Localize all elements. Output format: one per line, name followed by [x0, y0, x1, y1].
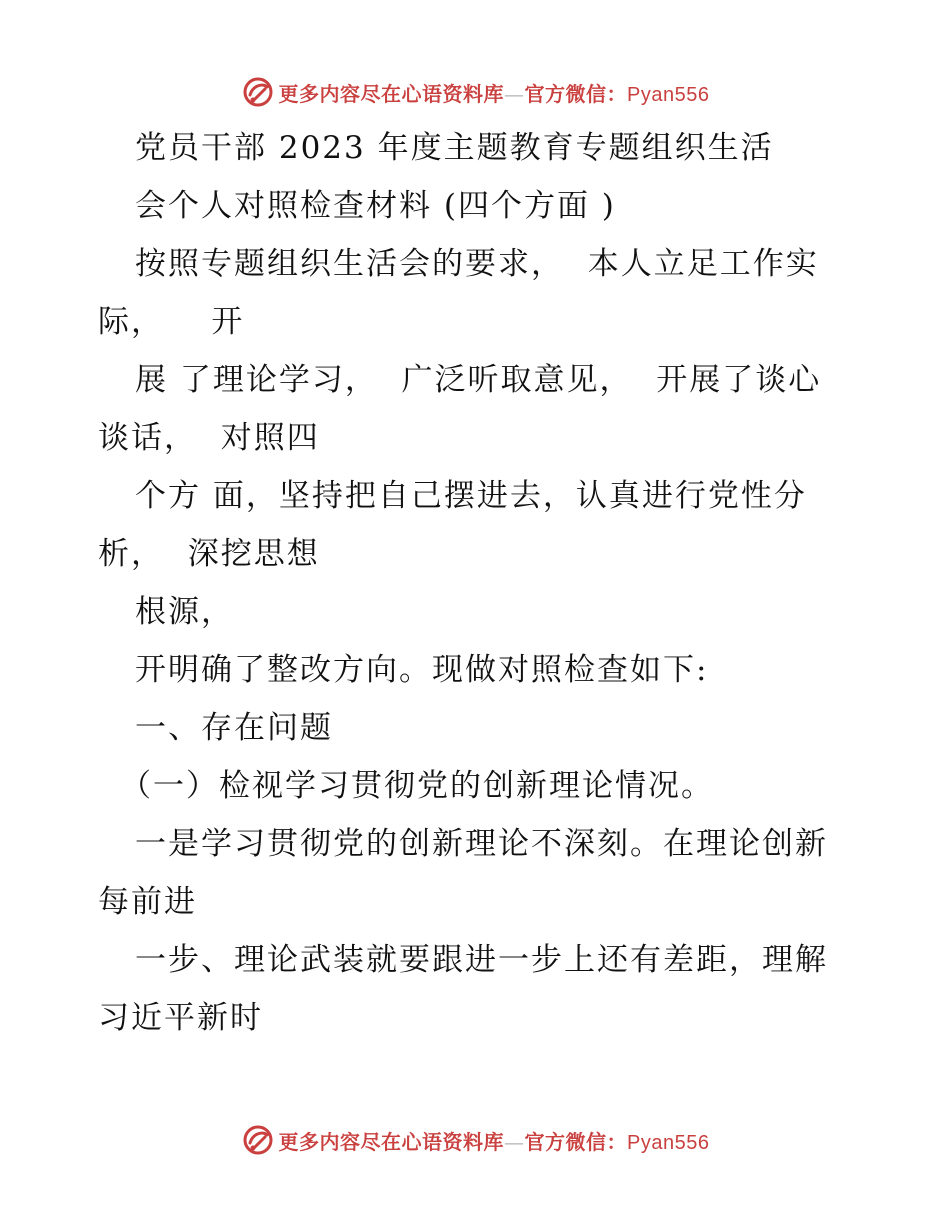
watermark-banner-top — [0, 72, 950, 112]
paragraph-line: 习近平新时 — [98, 1000, 263, 1036]
subsection-heading: （一）检视学习贯彻党的创新理论情况。 — [120, 768, 714, 804]
paragraph-line: 际， 开 — [98, 304, 245, 340]
paragraph-line: 个方 面，坚持把自己摆进去，认真进行党性分 — [135, 478, 807, 514]
document-title-line-2: 会个人对照检查材料 (四个方面 ) — [135, 188, 616, 224]
section-heading: 一、存在问题 — [135, 710, 333, 746]
paragraph-line: 一是学习贯彻党的创新理论不深刻。在理论创新 — [135, 826, 828, 862]
paragraph-line: 展 了理论学习， 广泛听取意见， 开展了谈心 — [135, 362, 822, 398]
watermark-text: 更多内容尽在心语资料库—官方微信：Pyan556 — [278, 81, 710, 106]
paragraph-line: 一步、理论武装就要跟进一步上还有差距，理解 — [135, 942, 828, 978]
brand-logo-icon — [241, 75, 275, 109]
watermark-text: 更多内容尽在心语资料库—官方微信：Pyan556 — [278, 1129, 710, 1154]
paragraph-line: 根源， — [135, 594, 234, 630]
paragraph-line: 每前进 — [98, 884, 197, 920]
watermark-banner-bottom — [0, 1120, 950, 1160]
paragraph-line: 谈话， 对照四 — [98, 420, 320, 456]
brand-logo-icon — [241, 1123, 275, 1157]
paragraph-line: 开明确了整改方向。现做对照检查如下: — [135, 652, 709, 688]
paragraph-line: 按照专题组织生活会的要求， 本人立足工作实 — [135, 246, 819, 282]
document-title-line-1: 党员干部 2023 年度主题教育专题组织生活 — [135, 130, 774, 166]
paragraph-line: 析， 深挖思想 — [98, 536, 320, 572]
